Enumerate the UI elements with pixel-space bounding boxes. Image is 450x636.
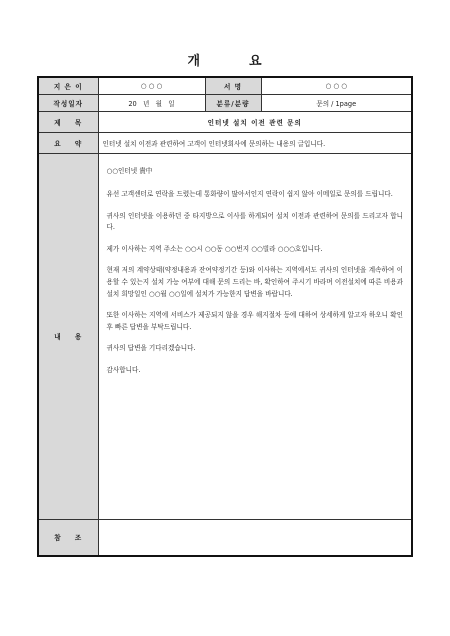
body-paragraph: 귀사의 답변을 기다리겠습니다.	[106, 344, 196, 353]
title-right: 요	[249, 54, 263, 69]
subject-value: 인터넷 설치 이전 관련 문의	[98, 111, 412, 132]
date-label: 작성일자	[38, 94, 98, 111]
body-paragraph: 유선 고객센터로 연락을 드렸는데 통화량이 많아서인지 연락이 쉽지 않아 이메일로 문의를 드립니다.	[106, 190, 393, 199]
body-paragraph: 감사합니다.	[106, 366, 141, 375]
body-label: 내 용	[38, 153, 98, 519]
body-content	[98, 153, 412, 519]
body-paragraph: ○○인터넷 貴中	[106, 166, 153, 175]
reference-value	[98, 519, 412, 556]
writer-value: ○ ○ ○	[98, 77, 205, 94]
body-paragraph: 귀사의 인터넷을 이용하던 중 타지방으로 이사를 하게되어 설치 이전과 관련하여 문의를 드리고자 합니다.	[106, 211, 403, 232]
body-paragraph: 현재 저의 계약상태(약정내용과 잔여약정기간 등)와 이사하는 지역에서도 귀사의 인터넷을 계속하여 이용할 수 있는지 설치 가능 여부에 대해 문의 드리는 바, 확인하여 주시기 바라며 이전설치에 따른 비용과 설치 희망일인 ○○월 ○○일에 설치가 가능한지 답변을 바랍니다.	[106, 266, 403, 298]
title-left: 개	[187, 54, 201, 69]
writer-label: 지 은 이	[38, 77, 98, 94]
summary-value: 인터넷 설치 이전과 관련하여 고객이 인터넷회사에 문의하는 내용의 글입니다.	[98, 132, 412, 153]
body-paragraph: 제가 이사하는 지역 주소는 ○○시 ○○동 ○○번지 ○○빌라 ○○○호입니다.	[106, 244, 323, 253]
signature-value: ○ ○ ○	[261, 77, 412, 94]
document-table	[37, 76, 413, 557]
body-paragraph: 또한 이사하는 지역에 서비스가 제공되지 않을 경우 해지절차 등에 대하여 상세하게 알고자 하오니 확인 후 빠른 답변을 부탁드립니다.	[106, 311, 403, 331]
subject-label: 제 목	[38, 111, 98, 132]
signature-label: 서 명	[205, 77, 261, 94]
reference-label: 참 조	[38, 519, 98, 556]
date-value: 20 년 월 일	[98, 94, 205, 111]
category-value: 문의 / 1page	[261, 94, 412, 111]
category-label: 분류/분량	[205, 94, 261, 111]
document-title	[0, 50, 450, 69]
summary-label: 요 약	[38, 132, 98, 153]
